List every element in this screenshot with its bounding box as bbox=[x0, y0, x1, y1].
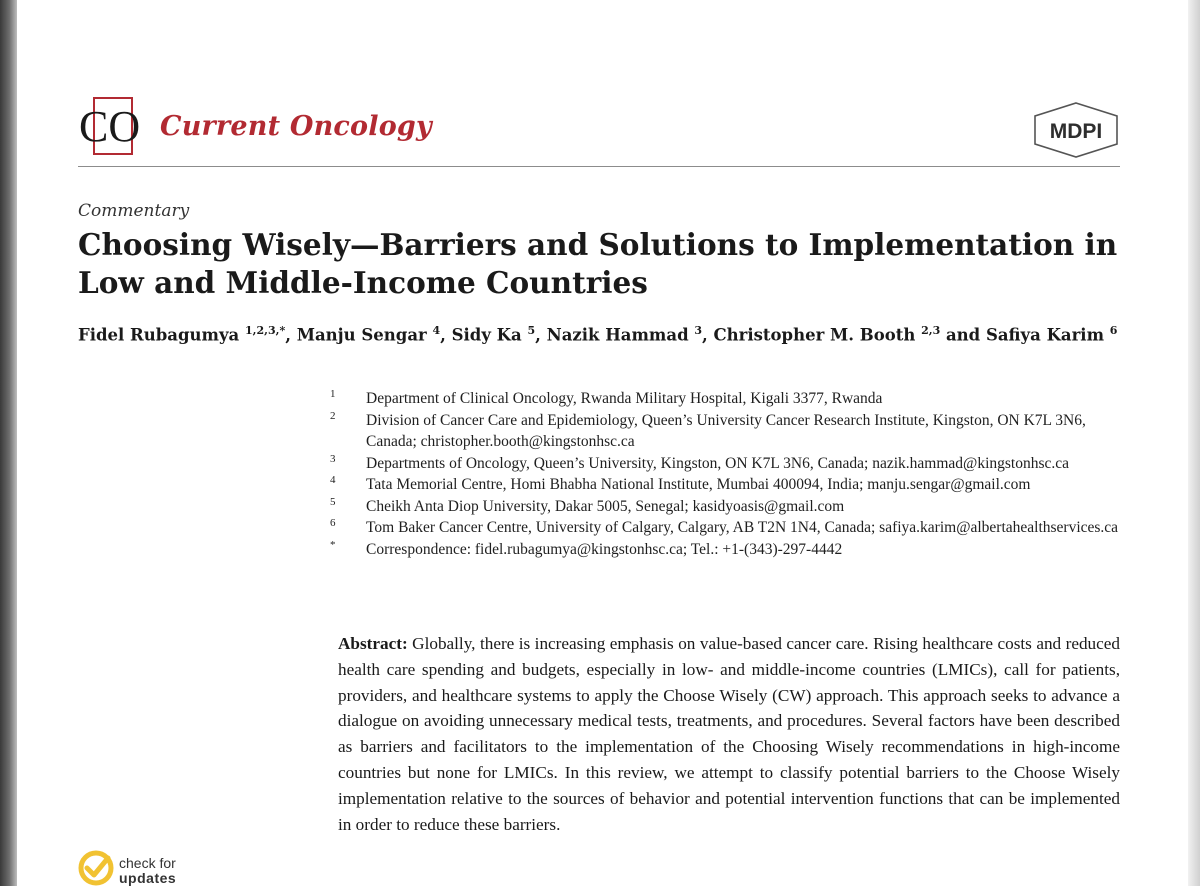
affiliation-item bbox=[330, 388, 1130, 410]
abstract-label: Abstract: bbox=[338, 634, 408, 653]
affiliation-number: 2 bbox=[330, 409, 336, 422]
affiliation-item bbox=[330, 453, 1130, 475]
affiliation-number: 6 bbox=[330, 517, 336, 529]
updates-label-line2: updates bbox=[119, 870, 177, 886]
updates-label-line1: check for bbox=[119, 855, 176, 871]
header-divider bbox=[78, 166, 1120, 167]
correspondence-item bbox=[330, 539, 1130, 561]
author-affiliation-mark: 6 bbox=[1109, 324, 1118, 337]
affiliation-number: 4 bbox=[330, 474, 336, 486]
affiliation-number: 1 bbox=[330, 388, 336, 400]
author-affiliation-mark: 2,3 bbox=[921, 324, 941, 337]
affiliation-number: 5 bbox=[330, 495, 336, 508]
mdpi-logo-text: MDPI bbox=[1049, 120, 1103, 143]
correspondence-text: Correspondence: fidel.rubagumya@kingstonhsc.ca; Tel.: +1-(343)-297-4442 bbox=[366, 540, 843, 558]
author-name[interactable]: Safiya Karim bbox=[985, 325, 1105, 345]
current-oncology-logo bbox=[78, 96, 154, 156]
author-separator: and bbox=[940, 325, 986, 345]
journal-name: Current Oncology bbox=[160, 111, 432, 142]
author-affiliation-mark: 1,2,3,* bbox=[245, 324, 286, 337]
affiliation-text: Division of Cancer Care and Epidemiology, Queen’s University Cancer Research Institute, Kingston, ON K7L 3N6, Canada; christopher.booth@kingstonhsc.ca bbox=[366, 411, 1086, 450]
affiliation-text: Cheikh Anta Diop University, Dakar 5005, Senegal; kasidyoasis@gmail.com bbox=[366, 497, 845, 515]
page-left-edge-shadow bbox=[0, 0, 17, 886]
affiliation-text: Department of Clinical Oncology, Rwanda Military Hospital, Kigali 3377, Rwanda bbox=[366, 390, 883, 407]
affiliation-text: Departments of Oncology, Queen’s University, Kingston, ON K7L 3N6, Canada; nazik.hammad@kingstonhsc.ca bbox=[366, 454, 1070, 472]
abstract bbox=[338, 631, 1120, 837]
author-affiliation-mark: 3 bbox=[694, 324, 703, 337]
affiliation-item bbox=[330, 496, 1130, 518]
author-name[interactable]: Nazik Hammad bbox=[546, 325, 689, 345]
abstract-text: Globally, there is increasing emphasis on value-based cancer care. Rising healthcare costs and reduced health care spending and budgets, especially in low- and middle-income countries (LMICs), call for patients, providers, and healthcare systems to apply the Choose Wisely (CW) approach. This approach seeks to advance a dialogue on avoiding unnecessary medical tests, treatments, and procedures. Several factors have been described as barriers and facilitators to the implementation of the Choosing Wisely recommendations in high-income countries but none for LMICs. In this review, we attempt to classify potential barriers to the Choose Wisely implementation relative to the sources of behavior and potential intervention functions that can be implemented in order to reduce these barriers. bbox=[338, 634, 1120, 834]
check-for-updates-badge[interactable] bbox=[78, 850, 198, 890]
author-name[interactable]: Sidy Ka bbox=[451, 325, 522, 345]
author-affiliation-mark: 4 bbox=[432, 324, 441, 337]
author-name[interactable]: Manju Sengar bbox=[296, 325, 427, 345]
author-separator: , bbox=[702, 325, 714, 345]
mdpi-logo bbox=[1031, 100, 1121, 160]
article-type: Commentary bbox=[78, 201, 190, 221]
logo-text: CO bbox=[79, 102, 141, 151]
affiliation-item bbox=[330, 517, 1130, 539]
author-separator: , bbox=[285, 325, 297, 345]
author-separator: , bbox=[535, 325, 547, 345]
affiliation-item bbox=[330, 474, 1130, 496]
article-title: Choosing Wisely—Barriers and Solutions to Implementation in Low and Middle-Income Countries bbox=[78, 227, 1118, 300]
affiliation-text: Tata Memorial Centre, Homi Bhabha National Institute, Mumbai 400094, India; manju.sengar@gmail.com bbox=[366, 476, 1031, 493]
author-separator: , bbox=[440, 325, 452, 345]
page-right-edge bbox=[1188, 0, 1200, 886]
author-name[interactable]: Fidel Rubagumya bbox=[78, 325, 240, 345]
check-badge-icon bbox=[78, 850, 114, 886]
author-list bbox=[78, 324, 1158, 345]
affiliation-list bbox=[330, 388, 1130, 560]
affiliation-number: 3 bbox=[330, 452, 336, 465]
affiliation-text: Tom Baker Cancer Centre, University of Calgary, Calgary, AB T2N 1N4, Canada; safiya.karim@albertahealthservices.ca bbox=[366, 519, 1119, 536]
author-name[interactable]: Christopher M. Booth bbox=[713, 325, 916, 345]
author-affiliation-mark: 5 bbox=[527, 324, 536, 337]
correspondence-mark: * bbox=[330, 538, 336, 551]
affiliation-item bbox=[330, 410, 1130, 453]
